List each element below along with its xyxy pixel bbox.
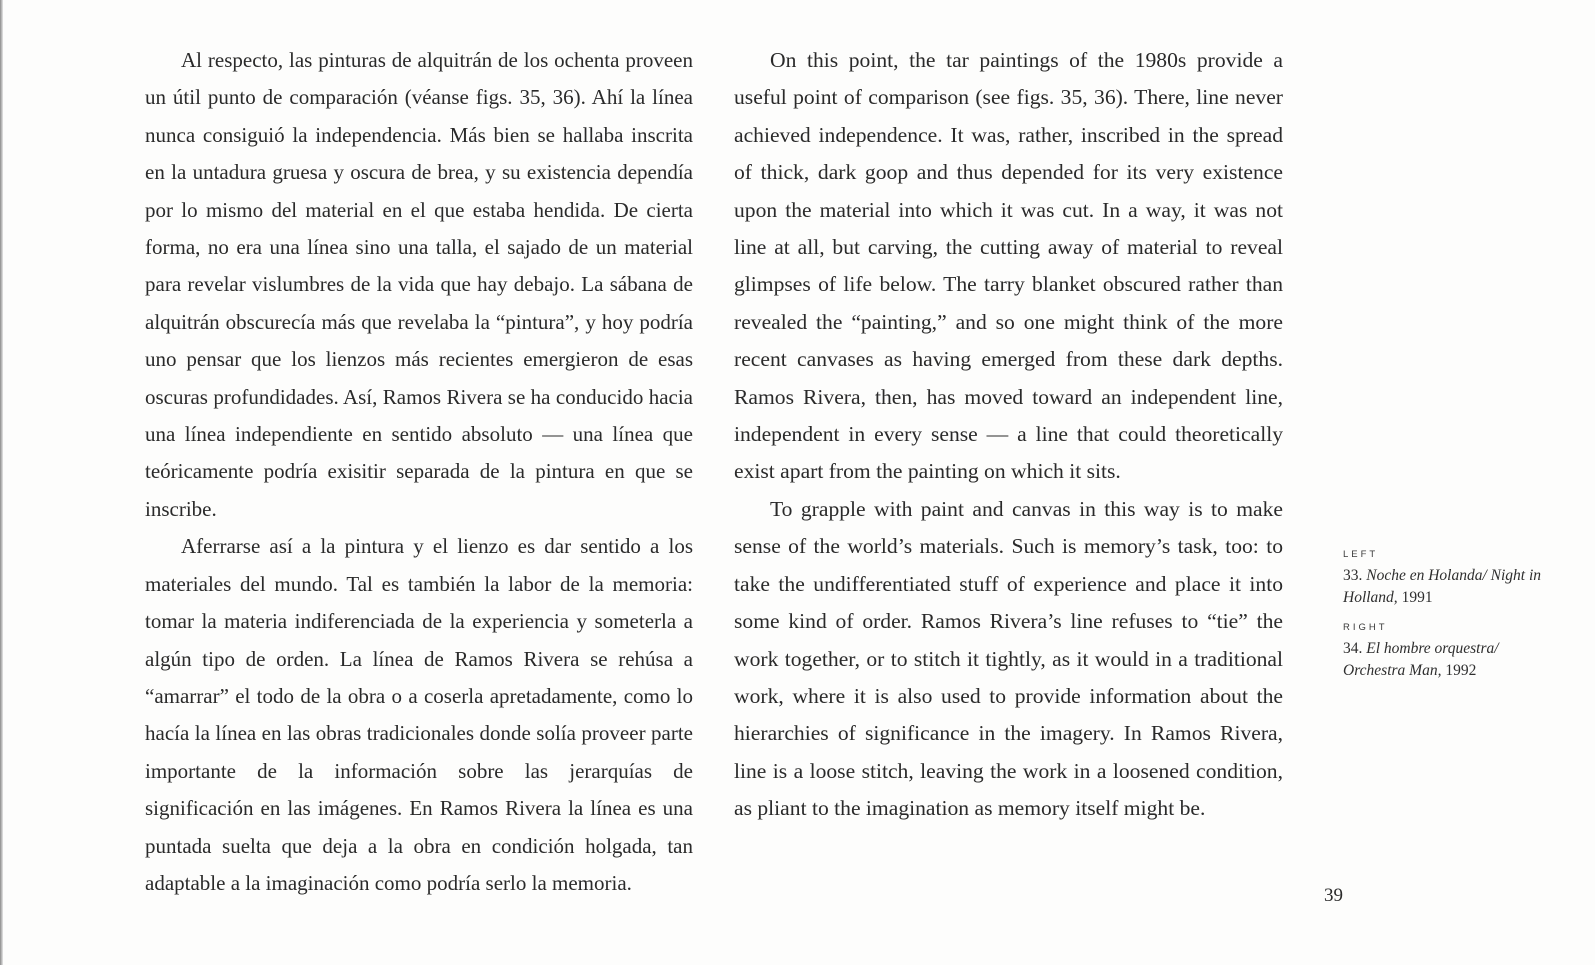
caption-left-text [1343, 565, 1543, 609]
caption-left-label: LEFT [1343, 549, 1379, 560]
english-paragraph-1: On this point, the tar paintings of the 1980s provide a useful point of comparison (see figs. 35, 36). There, line never achieved independence. It was, rather, inscribed in the spread of thick, dark goop and thus depended for its very existence upon the material into which it was cut. In a way, it was not line at all, but carving, the cutting away of material to reveal glimpses of life below. The tarry blanket obscured rather than revealed the “painting,” and so one might think of the more recent canvases as having emerged from these dark depths. Ramos Rivera, then, has moved toward an independent line, independent in every sense — a line that could theoretically exist apart from the painting on which it sits. [734, 48, 1283, 484]
page-binding-edge [0, 0, 3, 965]
caption-right-title: El hombre orquestra/ Orchestra Man, [1343, 640, 1499, 679]
english-paragraph-2: To grapple with paint and canvas in this way is to make sense of the world’s materials. Such is memory’s task, too: to take the undifferentiated stuff of experience and place it into some kind of order. Ramos Rivera’s line refuses to “tie” the work together, or to stitch it tightly, as it would in a traditional work, where it is also used to provide information about the hierarchies of significance in the imagery. In Ramos Rivera, line is a loose stitch, leaving the work in a loosened condition, as pliant to the imagination as memory itself might be. [734, 496, 1283, 821]
page-number: 39 [1324, 885, 1343, 906]
caption-left-number: 33. [1343, 567, 1363, 584]
caption-right-text [1343, 638, 1543, 682]
spanish-paragraph-2: Aferrarse así a la pintura y el lienzo es dar sentido a los materiales del mundo. Tal es también la labor de la memoria: tomar la materia indiferenciada de la experiencia y someterla a algún tipo de orden. La línea de Ramos Rivera se rehúsa a “amarrar” el todo de la obra o a coserla apretadamente, como lo hacía la línea en las obras tradicionales donde solía proveer parte importante de la información sobre las jerarquías de significación en las imágenes. En Ramos Rivera la línea es una puntada suelta que deja a la obra en condición holgada, tan adaptable a la imaginación como podría serlo la memoria. [145, 534, 693, 895]
caption-left-year: 1991 [1401, 589, 1433, 606]
caption-right-label: RIGHT [1343, 622, 1388, 633]
caption-right-number: 34. [1343, 640, 1363, 657]
english-text-column [734, 42, 1283, 828]
caption-right-year: 1992 [1445, 662, 1477, 679]
caption-left-title: Noche en Holanda/ Night in Holland, [1343, 567, 1542, 606]
spanish-paragraph-1: Al respecto, las pinturas de alquitrán de los ochenta proveen un útil punto de comparación (véanse figs. 35, 36). Ahí la línea nunca consiguió la independencia. Más bien se hallaba inscrita en la untadura gruesa y oscura de brea, y su existencia dependía por lo mismo del material en el que estaba hendida. De cierta forma, no era una línea sino una talla, el sajado de un material para revelar vislumbres de la vida que hay debajo. La sábana de alquitrán obscurecía más que revelaba la “pintura”, y hoy podría uno pensar que los lienzos más recientes emergieron de esas oscuras profundidades. Así, Ramos Rivera se ha conducido hacia una línea independiente en sentido absoluto — una línea que teóricamente podría exisitir separada de la pintura en que se inscribe. [145, 48, 693, 521]
figure-captions [1343, 548, 1543, 682]
spanish-text-column [145, 42, 693, 902]
